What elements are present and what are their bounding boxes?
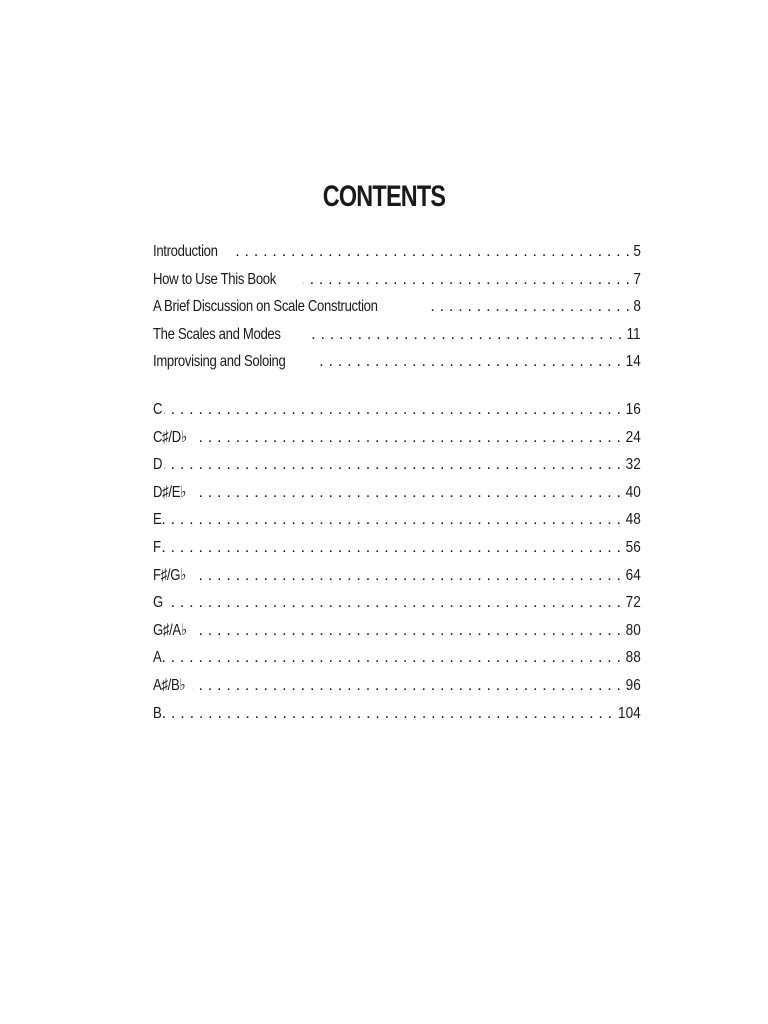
toc-key-page: 56 — [625, 538, 641, 556]
toc-key-page: 104 — [618, 704, 641, 722]
dot-leader — [193, 562, 623, 590]
toc-key-entry[interactable] — [153, 396, 641, 424]
dot-leader — [193, 479, 623, 507]
toc-key-page: 80 — [625, 621, 641, 639]
dot-leader — [164, 396, 623, 424]
dot-leader — [194, 424, 623, 452]
dot-leader — [232, 238, 632, 266]
toc-key-label: E — [153, 511, 162, 529]
dot-leader — [309, 321, 625, 349]
toc-key-label: C — [153, 401, 163, 418]
toc-key-entry[interactable] — [153, 424, 641, 452]
toc-entry-label: Introduction — [153, 243, 218, 260]
toc-key-entry[interactable] — [153, 451, 641, 479]
toc-key-label: F♯/G♭ — [153, 566, 186, 584]
toc-key-page: 72 — [625, 594, 641, 612]
toc-key-page: 24 — [625, 428, 641, 446]
page-title: CONTENTS — [322, 180, 446, 213]
toc-key-page: 88 — [625, 649, 641, 667]
toc-sections — [153, 238, 641, 376]
toc-key-page: 48 — [625, 511, 641, 529]
toc-key-page: 96 — [625, 676, 641, 694]
toc-key-entry[interactable] — [153, 589, 641, 617]
toc-key-label: C♯/D♭ — [153, 428, 187, 446]
toc-key-entry[interactable] — [153, 534, 641, 562]
dot-leader — [315, 348, 624, 376]
toc-key-label: B — [153, 704, 162, 722]
toc-key-entry[interactable] — [153, 506, 641, 534]
toc-entry-page: 8 — [633, 298, 641, 316]
toc-entry-label: Improvising and Soloing — [153, 353, 286, 371]
toc-entry-label: How to Use This Book — [153, 270, 276, 288]
dot-leader — [162, 534, 623, 562]
toc-key-label: G — [153, 594, 163, 612]
toc-key-label: D — [153, 456, 163, 474]
toc-entry[interactable] — [153, 348, 641, 376]
toc-key-entry[interactable] — [153, 562, 641, 590]
toc-key-entry[interactable] — [153, 617, 641, 645]
dot-leader — [163, 506, 623, 534]
dot-leader — [163, 644, 623, 672]
toc-entry[interactable] — [153, 266, 641, 294]
toc-key-entry[interactable] — [153, 644, 641, 672]
dot-leader — [164, 451, 623, 479]
toc-entry[interactable] — [153, 293, 641, 321]
toc-entry[interactable] — [153, 238, 641, 266]
dot-leader — [427, 293, 632, 321]
toc-key-page: 40 — [625, 483, 641, 501]
toc-entry-page: 7 — [633, 270, 641, 288]
toc-key-entry[interactable] — [153, 700, 641, 728]
toc-entry-page: 14 — [625, 353, 641, 371]
toc-key-entry[interactable] — [153, 672, 641, 700]
dot-leader — [303, 266, 632, 294]
toc-entry-label: The Scales and Modes — [153, 325, 281, 343]
toc-entry-page: 5 — [633, 243, 641, 260]
dot-leader — [194, 617, 623, 645]
toc-key-label: A♯/B♭ — [153, 676, 186, 694]
toc-key-page: 32 — [625, 456, 641, 474]
toc-entry-label: A Brief Discussion on Scale Construction — [153, 298, 378, 316]
toc-key-page: 64 — [625, 566, 641, 584]
toc-key-label: G♯/A♭ — [153, 621, 187, 639]
toc-entry-page: 11 — [626, 325, 641, 343]
toc-entry[interactable] — [153, 321, 641, 349]
toc-key-entry[interactable] — [153, 479, 641, 507]
toc-key-label: F — [153, 538, 161, 556]
toc-key-label: D♯/E♭ — [153, 483, 186, 501]
toc-key-label: A — [153, 649, 162, 667]
toc-keys — [153, 396, 641, 727]
toc-key-page: 16 — [625, 401, 641, 418]
dot-leader — [192, 672, 623, 700]
dot-leader — [163, 700, 614, 728]
dot-leader — [165, 589, 623, 617]
